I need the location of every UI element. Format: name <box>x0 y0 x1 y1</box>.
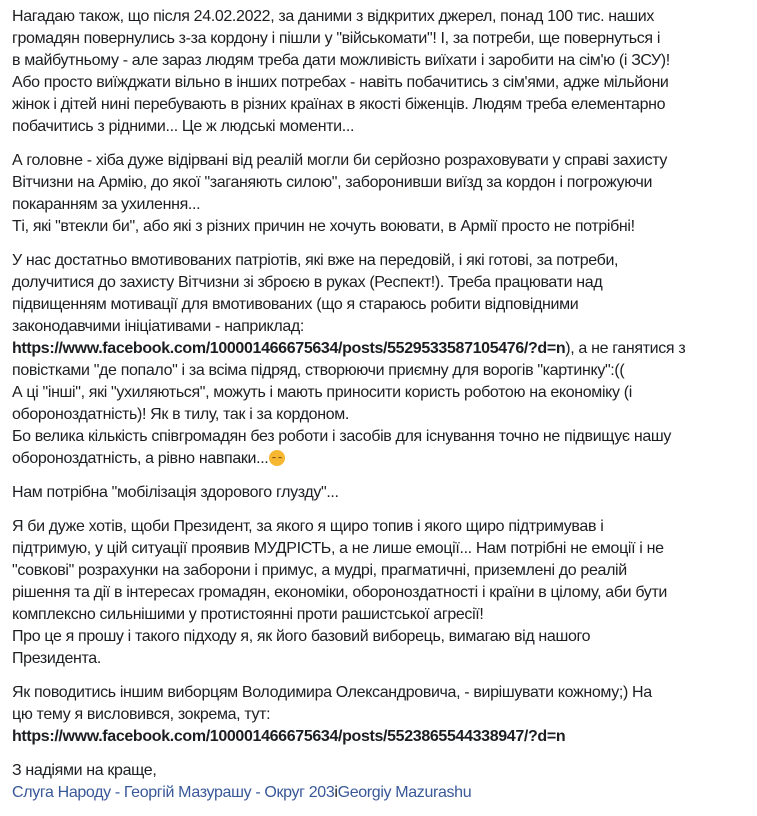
text-segment: комплексно сильнішими у протистоянні проти рашистської агресії! <box>12 606 484 623</box>
text-line <box>12 360 757 382</box>
text-segment: Ті, які "втекли би", або які з різних причин не хочуть воювати, в Армії просто не потрібні! <box>12 218 635 235</box>
text-line <box>12 604 757 626</box>
text-line <box>12 194 757 216</box>
text-segment: громадян повернулись з-за кордону і пішли у "військомати"! І, за потреби, ще повернуться і <box>12 30 661 47</box>
text-segment: жінок і дітей нині перебувають в різних країнах в якості біженців. Людям треба елементарно <box>12 96 666 113</box>
text-line <box>12 50 757 72</box>
text-line <box>12 682 757 704</box>
text-segment: "совкові" розрахунки на заборони і примус, а мудрі, прагматичні, приземлені до реалій <box>12 562 627 579</box>
text-line <box>12 426 757 448</box>
post-paragraph <box>12 150 757 238</box>
post-link[interactable]: https://www.facebook.com/100001466675634/posts/5523865544338947/?d=n <box>12 728 566 745</box>
text-line <box>12 172 757 194</box>
text-segment: повістками "де попало" і за всіма підряд, створюючи приємну для ворогів "картинку":(( <box>12 362 625 379</box>
text-segment: в майбутньому - але зараз людям треба дати можливість виїхати і заробити на сім'ю (і ЗСУ)! <box>12 52 670 69</box>
page-tag-link[interactable]: Georgiy Mazurashu <box>337 784 472 801</box>
text-segment: покаранням за ухилення... <box>12 196 201 213</box>
post-paragraph <box>12 482 757 504</box>
text-segment: А головне - хіба дуже відірвані від реалій могли би серйозно розраховувати у справі захисту <box>12 152 668 169</box>
text-line <box>12 72 757 94</box>
text-line <box>12 338 757 360</box>
text-line <box>12 626 757 648</box>
text-line <box>12 782 757 804</box>
text-segment: законодавчими ініціативами - наприклад: <box>12 318 304 335</box>
text-line <box>12 6 757 28</box>
text-line <box>12 28 757 50</box>
text-segment: і <box>334 784 338 801</box>
text-segment: цю тему я висловився, зокрема, тут: <box>12 706 271 723</box>
text-line <box>12 516 757 538</box>
text-line <box>12 404 757 426</box>
text-segment: Президента. <box>12 650 101 667</box>
text-segment: ), а не ганятися з <box>565 340 686 357</box>
text-line <box>12 726 757 748</box>
post-paragraph <box>12 6 757 138</box>
post-paragraph <box>12 250 757 470</box>
text-segment: У нас достатньо вмотивованих патріотів, які вже на передовій, і які готові, за потреби, <box>12 252 619 269</box>
post-link[interactable]: https://www.facebook.com/100001466675634/posts/5529533587105476/?d=n <box>12 340 566 357</box>
text-segment: Вітчизни на Армію, до якої "заганяють силою", заборонивши виїзд за кордон і погрожуючи <box>12 174 653 191</box>
text-segment: підвищенням мотивації для вмотивованих (що я стараюсь робити відповідними <box>12 296 579 313</box>
text-segment: Як поводитись іншим виборцям Володимира Олександровича, - вирішувати кожному;) На <box>12 684 652 701</box>
text-segment: Бо велика кількість співгромадян без роботи і засобів для існування точно не підвищує нашу <box>12 428 672 445</box>
post-paragraph <box>12 516 757 670</box>
text-line <box>12 250 757 272</box>
disappointed-face-emoji-icon <box>269 450 285 466</box>
text-line <box>12 150 757 172</box>
text-line <box>12 704 757 726</box>
text-segment: Про це я прошу і такого підходу я, як його базовий виборець, вимагаю від нашого <box>12 628 591 645</box>
text-segment: обороноздатність, а рівно навпаки... <box>12 450 269 467</box>
text-line <box>12 116 757 138</box>
text-segment: обороноздатність)! Як в тилу, так і за кордоном. <box>12 406 350 423</box>
text-segment: підтримую, у цій ситуації проявив МУДРІСТЬ, а не лише емоції... Нам потрібні не емоції і не <box>12 540 664 557</box>
text-line <box>12 216 757 238</box>
page-tag-link[interactable]: Слуга Народу - Георгій Мазурашу - Округ 203 <box>12 784 335 801</box>
text-segment: Я би дуже хотів, щоби Президент, за якого я щиро топив і якого щиро підтримував і <box>12 518 604 535</box>
text-line <box>12 538 757 560</box>
text-line <box>12 582 757 604</box>
text-line <box>12 448 757 470</box>
text-segment: побачитись з рідними... Це ж людські моменти... <box>12 118 355 135</box>
text-segment: Нагадаю також, що після 24.02.2022, за даними з відкритих джерел, понад 100 тис. наших <box>12 8 655 25</box>
text-line <box>12 560 757 582</box>
text-segment: рішення та дії в інтересах громадян, економіки, обороноздатності і країни в цілому, аби бути <box>12 584 668 601</box>
text-line <box>12 316 757 338</box>
text-segment: А ці "інші", які "ухиляються", можуть і мають приносити користь роботою на економіку (і <box>12 384 632 401</box>
post-paragraph <box>12 760 757 804</box>
text-line <box>12 648 757 670</box>
text-segment: Нам потрібна "мобілізація здорового глузду"... <box>12 484 339 501</box>
text-segment: долучитися до захисту Вітчизни зі зброєю в руках (Респект!). Треба працювати над <box>12 274 603 291</box>
post-paragraph <box>12 682 757 748</box>
text-line <box>12 294 757 316</box>
text-line <box>12 94 757 116</box>
text-segment: Або просто виїжджати вільно в інших потребах - навіть побачитись з сім'ями, адже мільйони <box>12 74 669 91</box>
post-body <box>12 6 757 816</box>
text-segment: З надіями на краще, <box>12 762 157 779</box>
text-line <box>12 272 757 294</box>
text-line <box>12 382 757 404</box>
text-line <box>12 760 757 782</box>
text-line <box>12 482 757 504</box>
